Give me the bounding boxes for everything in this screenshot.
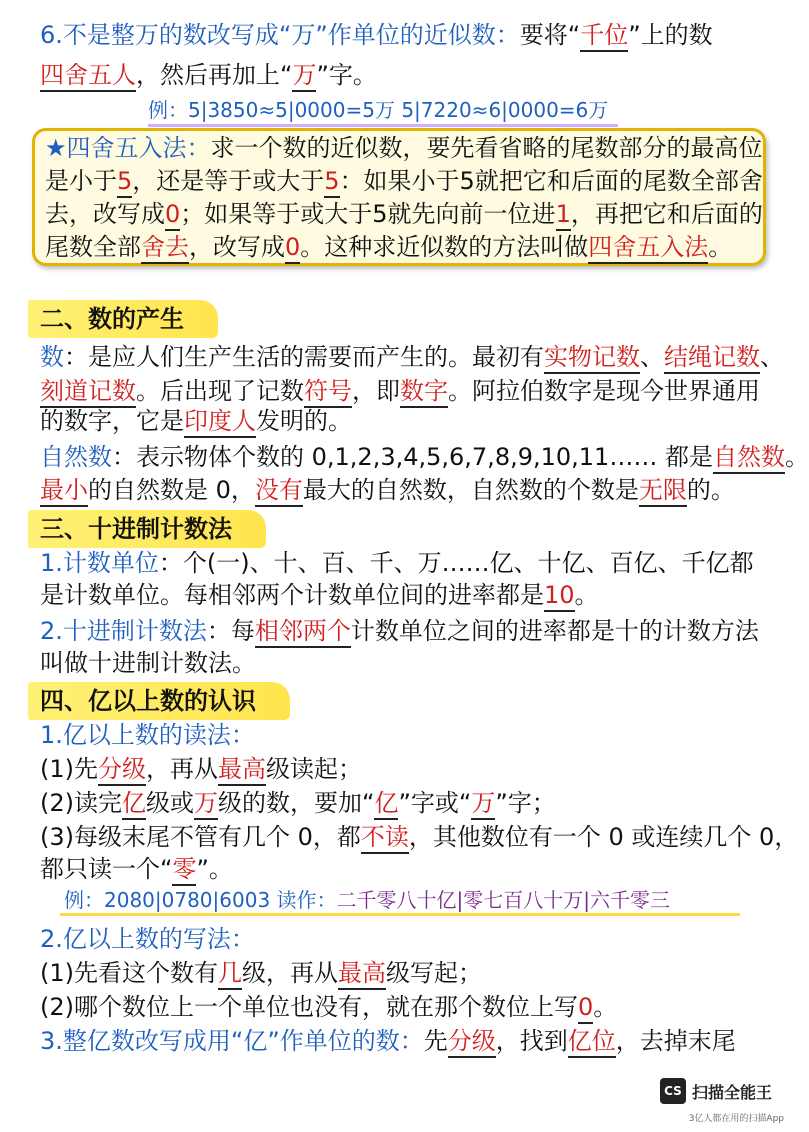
text: 。	[708, 233, 733, 261]
s6-example: 例：5|3850≈5|0000=5万 5|7220≈6|0000=6万	[148, 98, 609, 122]
sec3-line-1	[40, 546, 760, 580]
sec4-convert-1	[40, 1024, 760, 1058]
text: 求一个数的近似数，要先看省略的尾数部分的最高位	[210, 134, 763, 162]
highlight: 自然数	[713, 443, 785, 474]
text: ：是应人们生产生活的需要而产生的。最初有	[64, 343, 544, 371]
text: ，还是等于或大于	[132, 167, 325, 195]
text: ”字；	[495, 789, 556, 817]
highlight: 5	[117, 167, 132, 198]
text: ，去掉末尾	[615, 1027, 736, 1055]
text: ，其他数位有一个 0 或连续几个 0，	[408, 823, 799, 851]
sec4-write-2	[40, 990, 760, 1024]
section-4-heading: 四、亿以上数的认识	[28, 682, 290, 720]
section-3-heading: 三、十进制计数法	[28, 510, 266, 548]
highlight: 亿	[122, 789, 146, 820]
highlight: 最高	[218, 755, 266, 786]
text: 发明的。	[256, 407, 352, 435]
text: ；如果等于或大于5就先向前一位进	[180, 200, 556, 228]
s6-line-2	[40, 58, 760, 92]
text: ”。	[196, 855, 233, 883]
text: 是计数单位。每相邻两个计数单位间的进率都是	[40, 581, 544, 609]
text: ”字。	[316, 61, 377, 89]
text: 。	[784, 443, 809, 471]
text: 。	[574, 581, 599, 609]
highlight: 分级	[448, 1027, 496, 1058]
text: 最大的自然数，自然数的个数是	[302, 476, 639, 504]
sec2-line-2	[40, 374, 760, 408]
highlight: 实物记数	[544, 343, 640, 374]
label: 自然数	[40, 443, 112, 471]
sec4-example	[64, 886, 670, 914]
example-underline	[148, 124, 618, 127]
highlight: 印度人	[184, 407, 256, 438]
text: ，改写成	[189, 233, 285, 261]
example-reading: 二千零八十亿|零七百八十万|六千零三	[336, 888, 671, 912]
highlight: 10	[544, 581, 575, 612]
rounding-line-1	[45, 131, 763, 165]
highlight: 最小	[40, 476, 88, 507]
text: 尾数全部	[45, 233, 141, 261]
sec3-line-3	[40, 614, 760, 648]
text: 的数字，它是	[40, 407, 184, 435]
highlight: 没有	[255, 476, 303, 507]
logo-text: 扫描全能王	[692, 1083, 773, 1102]
text: 要将“	[519, 21, 581, 49]
text: ，即	[352, 377, 400, 405]
highlight: 符号	[304, 377, 352, 408]
text: (1)先	[40, 755, 98, 783]
label: 3.整亿数改写成用“亿”作单位的数：	[40, 1027, 424, 1055]
highlight: 5	[324, 167, 339, 198]
text: 、	[760, 343, 784, 371]
highlight: 万	[471, 789, 495, 820]
sec4-read-4	[40, 852, 760, 886]
text: ”上的数	[628, 21, 713, 49]
text: 、	[640, 343, 664, 371]
highlight: 相邻两个	[255, 617, 351, 648]
text: 。后出现了记数	[136, 377, 304, 405]
sec4-read-title: 1.亿以上数的读法：	[40, 721, 255, 749]
sec4-write-title: 2.亿以上数的写法：	[40, 925, 255, 953]
sec3-line-2	[40, 578, 760, 612]
text: 的自然数是 0，	[88, 476, 255, 504]
sec2-line-5	[40, 473, 760, 507]
highlight: 1	[556, 200, 571, 231]
sec4-write-1	[40, 956, 760, 990]
section-2-heading: 二、数的产生	[28, 300, 218, 338]
highlight: 0	[165, 200, 180, 231]
highlight: 亿位	[568, 1027, 616, 1058]
text: 级，再从	[242, 959, 338, 987]
highlight: 数字	[400, 377, 448, 408]
example-number: 例：2080|0780|6003 读作：	[64, 888, 337, 912]
highlight: 零	[172, 855, 196, 886]
text: 级的数，要加“	[218, 789, 375, 817]
text: 计数单位之间的进率都是十的计数方法	[350, 617, 759, 645]
text: 。	[593, 993, 618, 1021]
text: (2)哪个数位上一个单位也没有，就在那个数位上写	[40, 993, 578, 1021]
text: 都只读一个“	[40, 855, 173, 883]
highlight-rounding: 四舍五人	[40, 61, 136, 92]
sec2-line-4	[40, 440, 809, 474]
logo-subtitle: 3亿人都在用的扫描App	[688, 1114, 784, 1124]
highlight-thousands: 千位	[580, 21, 628, 52]
s6-title: 6.不是整万的数改写成“万”作单位的近似数：	[40, 21, 520, 49]
text: 。阿拉伯数字是现今世界通用	[448, 377, 760, 405]
text: ：如果小于5就把它和后面的尾数全部舍	[339, 167, 763, 195]
highlight: 刻道记数	[40, 377, 136, 408]
text: ：表示物体个数的 0,1,2,3,4,5,6,7,8,9,10,11…… 都是	[112, 443, 713, 471]
highlight: 舍去	[141, 233, 189, 264]
label: 数	[40, 343, 64, 371]
rounding-line-4	[45, 230, 753, 264]
highlight: 万	[194, 789, 218, 820]
highlight: 四舍五入法	[588, 233, 708, 264]
text: 叫做十进制计数法。	[40, 649, 256, 677]
cs-icon: CS	[660, 1078, 686, 1104]
highlight: 几	[218, 959, 242, 990]
text: 级写起；	[386, 959, 482, 987]
text: ，再把它和后面的	[570, 200, 763, 228]
highlight-wan: 万	[292, 61, 316, 92]
highlight: 无限	[639, 476, 687, 507]
sec2-line-1	[40, 340, 784, 374]
highlight: 不读	[361, 823, 409, 854]
text: 去，改写成	[45, 200, 165, 228]
text: 级读起；	[266, 755, 362, 783]
highlight: 最高	[338, 959, 386, 990]
rounding-box	[32, 128, 766, 266]
sec4-read-1	[40, 752, 760, 786]
text: ，然后再加上“	[136, 61, 293, 89]
highlight: 0	[578, 993, 593, 1024]
text: 。这种求近似数的方法叫做	[300, 233, 589, 261]
highlight: 分级	[98, 755, 146, 786]
sec2-line-3	[40, 404, 760, 438]
label: 2.十进制计数法	[40, 617, 207, 645]
text: 先	[423, 1027, 448, 1055]
highlight: 0	[285, 233, 300, 264]
text: 的。	[686, 476, 735, 504]
camscanner-logo	[660, 1078, 784, 1106]
text: ，再从	[146, 755, 218, 783]
text: (3)每级末尾不管有几个 0，都	[40, 823, 361, 851]
sec3-line-4	[40, 646, 760, 680]
highlight: 结绳记数	[664, 343, 760, 374]
text: ：每	[206, 617, 255, 645]
s6-line-1	[40, 18, 760, 52]
text: ，找到	[495, 1027, 568, 1055]
rounding-line-2	[45, 164, 763, 198]
text: 级或	[146, 789, 194, 817]
text: ”字或“	[398, 789, 472, 817]
text: (2)读完	[40, 789, 122, 817]
text: 是小于	[45, 167, 117, 195]
sec4-read-3	[40, 820, 799, 854]
label: 1.计数单位	[40, 549, 159, 577]
rounding-line-3	[45, 197, 763, 231]
text: ：个(一)、十、百、千、万……亿、十亿、百亿、千亿都	[158, 549, 754, 577]
rounding-title: ★四舍五入法：	[45, 134, 211, 162]
text: (1)先看这个数有	[40, 959, 218, 987]
sec4-read-2	[40, 786, 760, 820]
highlight: 亿	[374, 789, 398, 820]
